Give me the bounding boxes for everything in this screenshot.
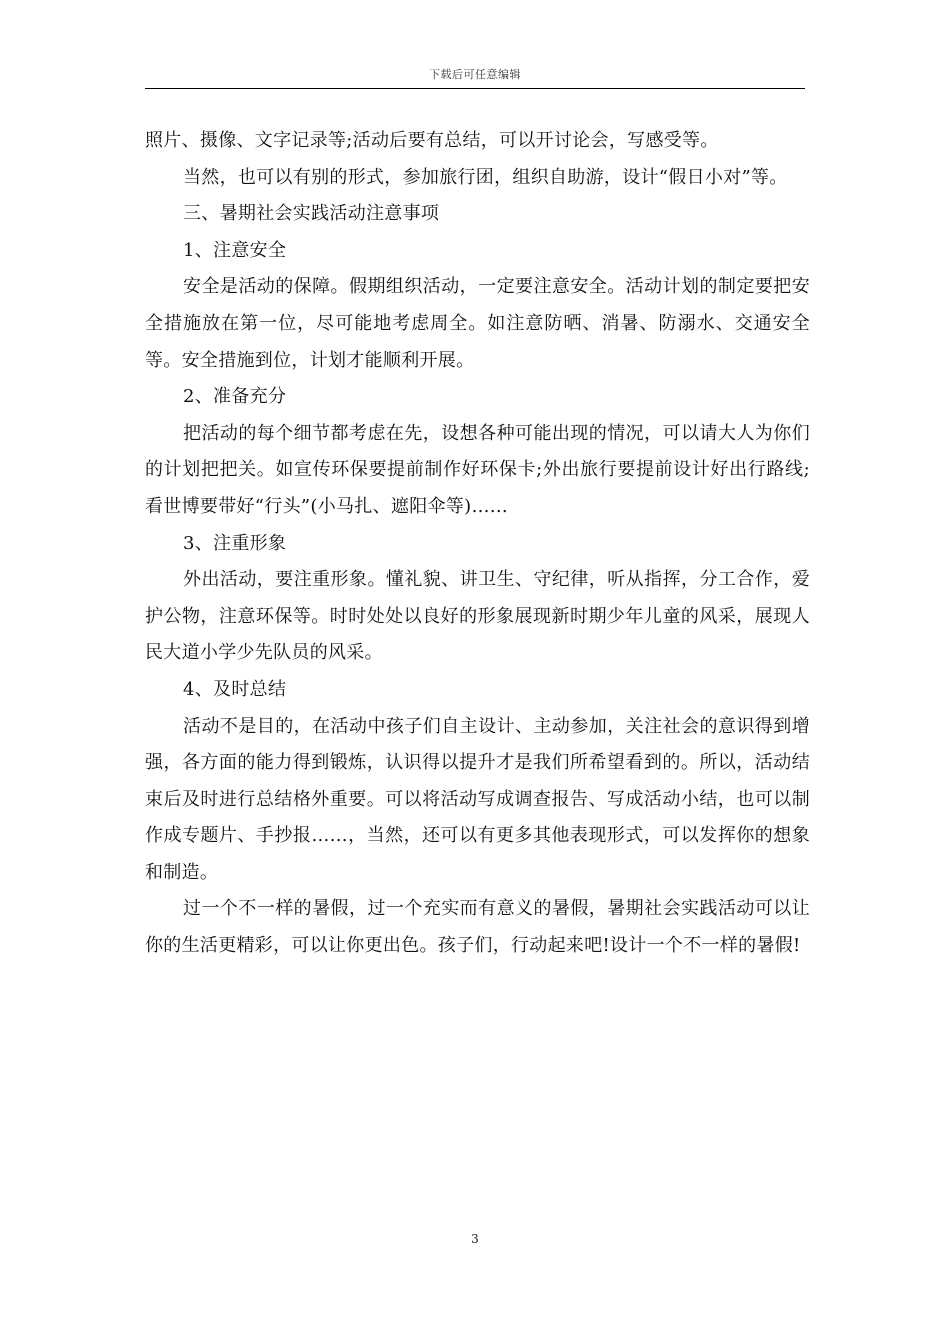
page-header: 下载后可任意编辑 [429,68,521,81]
body-paragraph: 把活动的每个细节都考虑在先，设想各种可能出现的情况，可以请大人为你们的计划把把关。如宣传环保要提前制作好环保卡;外出旅行要提前设计好出行路线;看世博要带好“行头”(小马扎、遮阳伞等)…… [145,422,810,517]
closing-paragraph: 过一个不一样的暑假，过一个充实而有意义的暑假，暑期社会实践活动可以让你的生活更精彩，可以让你更出色。孩子们，行动起来吧!设计一个不一样的暑假! [145,898,810,957]
header-divider [145,88,805,89]
body-paragraph: 照片、摄像、文字记录等;活动后要有总结，可以开讨论会，写感受等。 [145,130,719,151]
section-heading: 三、暑期社会实践活动注意事项 [183,203,440,225]
subsection-heading: 3、注重形象 [183,532,287,554]
body-paragraph: 安全是活动的保障。假期组织活动，一定要注意安全。活动计划的制定要把安全措施放在第一位，尽可能地考虑周全。如注意防晒、消暑、防溺水、交通安全等。安全措施到位，计划才能顺利开展。 [145,276,810,371]
page-number: 3 [471,1232,479,1246]
subsection-heading: 2、准备充分 [183,386,287,408]
body-paragraph: 活动不是目的，在活动中孩子们自主设计、主动参加，关注社会的意识得到增强，各方面的能力得到锻炼，认识得以提升才是我们所希望看到的。所以，活动结束后及时进行总结格外重要。可以将活动写成调查报告、写成活动小结，也可以制作成专题片、手抄报……，当然，还可以有更多其他表现形式，可以发挥你的想象和制造。 [145,715,810,883]
body-paragraph: 外出活动，要注重形象。懂礼貌、讲卫生、守纪律，听从指挥，分工合作，爱护公物，注意环保等。时时处处以良好的形象展现新时期少年儿童的风采，展现人民大道小学少先队员的风采。 [145,569,810,664]
subsection-heading: 1、注意安全 [183,239,287,261]
document-body [145,123,810,965]
subsection-heading: 4、及时总结 [183,678,287,700]
body-paragraph: 当然，也可以有别的形式，参加旅行团，组织自助游，设计“假日小对”等。 [183,166,788,188]
